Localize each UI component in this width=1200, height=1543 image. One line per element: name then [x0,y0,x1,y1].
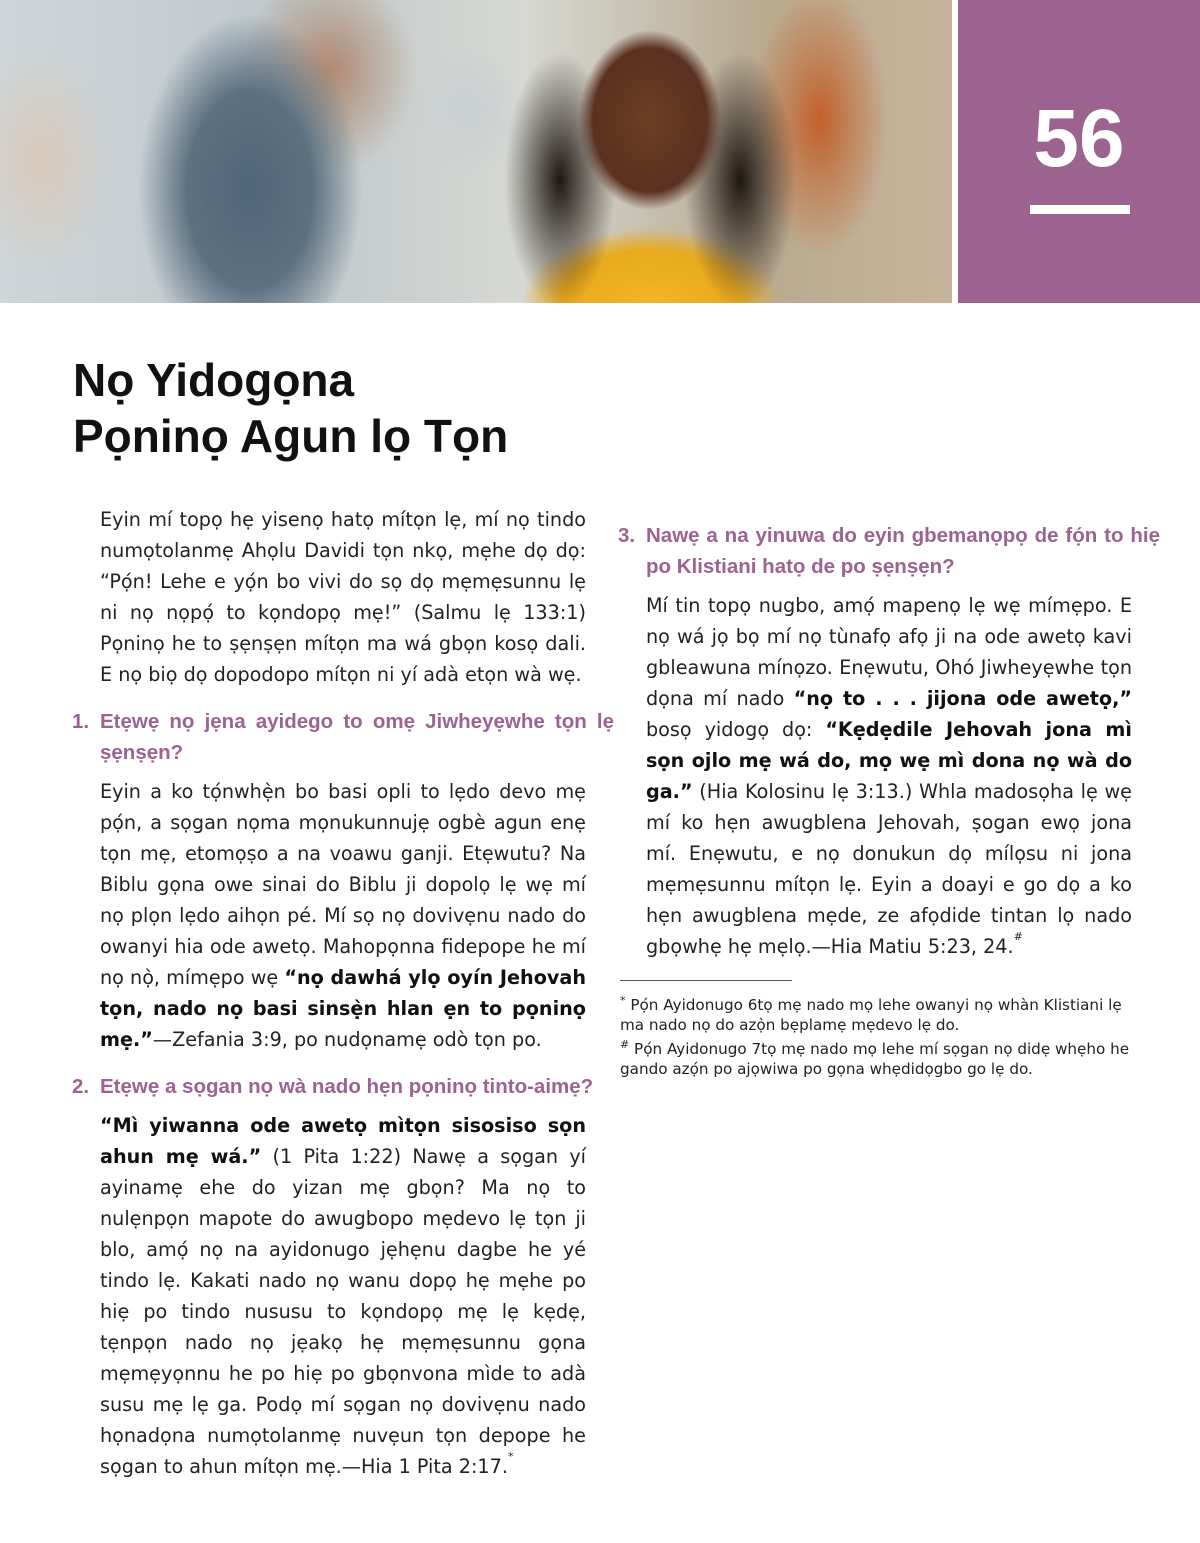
lesson-number-underline [1030,205,1130,214]
footnote-ref-star[interactable]: * [507,1450,514,1463]
question-1 [72,706,614,768]
footnote-hash-text: Pọ́n Ayidonugo 7tọ mẹ nado mọ lehe mí sọgan nọ didẹ whẹho he gando azọ́n po ajọwiwa po gọna whẹdidọgbo go lẹ do. [620,1040,1130,1078]
answer-2-text: (1 Pita 1:22) Nawẹ a sọgan yí ayinamẹ ehe do yizan mẹ gbọn? Ma nọ to nulẹnpọn mapote do awugbopo mẹdevo lẹ tọn ji blo, amọ́ nọ na ayidonugo jẹhẹnu dagbe he yé tindo lẹ. Kakati nado nọ wanu dopọ hẹ mẹhe po hiẹ po tindo nususu to kọndopọ mẹ lẹ kẹdẹ, tẹnpọn nado nọ jẹakọ hẹ mẹmẹsunnu gọna mẹmẹyọnnu he po hiẹ po gbọnvona mìde to adà susu mẹ lẹ ga. Podọ mí sọgan nọ dovivẹnu nado họnadọna numọtolanmẹ nuvẹun tọn depope he sọgan to ahun mítọn mẹ.—Hia 1 Pita 2:17. [100,1145,587,1478]
answer-1-paragraph [100,776,586,1055]
question-3-number: 3. [618,524,636,547]
question-1-text: Etẹwẹ nọ jẹna ayidego to omẹ Jiwheyẹwhe tọn lẹ ṣẹnṣẹn? [100,710,614,764]
footnotes [620,995,1140,1079]
answer-2-paragraph [100,1110,586,1482]
answer-3-text-b: bosọ yidogọ dọ: [646,718,826,741]
answer-3-paragraph [646,590,1132,962]
footnote-ref-hash[interactable]: # [1013,930,1023,943]
intro-paragraph: Eyin mí topọ hẹ yisenọ hatọ mítọn lẹ, mí nọ tindo numọtolanmẹ Ahọlu Davidi tọn nkọ, mẹhe dọ dọ: “Pọ́n! Lehe e yọ́n bo vivi do sọ dọ mẹmẹsunnu lẹ ni nọ nọpọ́ to kọndopọ mẹ!” (Salmu lẹ 133:1) Pọninọ he to ṣẹnṣẹn mítọn ma wá gbọn kosọ dali. E nọ biọ dọ dopodopo mítọn ni yí adà etọn wà wẹ. [100,508,586,686]
lesson-number-tag [958,0,1200,303]
answer-3-quote-b: “Kẹdẹdile Jehovah jona mì sọn ojlo mẹ wá do, mọ wẹ mì dona nọ wà do ga.” [646,718,1132,803]
page-title [73,352,508,464]
footnote-star-text: Pọ́n Ayidonugo 6tọ mẹ nado mọ lehe owanyi nọ whàn Klistiani lẹ ma nado nọ do azọ̀n bẹplamẹ mẹdevo lẹ do. [620,996,1122,1034]
left-column [72,504,614,1482]
footnote-star [620,995,1140,1035]
answer-3-text-a: Mí tin topọ nugbo, amọ́ mapenọ lẹ wẹ mímẹpo. E nọ wá jọ bọ mí nọ tùnafọ afọ ji na ode awetọ kavi gbleawuna mínọzo. Enẹwutu, Ohó Jiwheyẹwhe tọn dọna mí nado [646,594,1132,710]
question-1-number: 1. [72,710,90,733]
footnote-divider [620,980,792,981]
answer-3-text-c: (Hia Kolosinu lẹ 3:13.) Whla madosọha lẹ wẹ mí ko hẹn awugblena Jehovah, ṣogan ewọ jona mí. Enẹwutu, e nọ donukun dọ mílọsu ni jona mẹmẹsunnu mítọn lẹ. Eyin a doayi e go dọ a ko hẹn awugblena mẹde, ze afọdide tintan lọ nado gbọwhẹ hẹ mẹlọ.—Hia Matiu 5:23, 24. [646,780,1132,958]
answer-1-text-b: —Zefania 3:9, po nudọnamẹ odò tọn po. [152,1028,542,1051]
question-2-number: 2. [72,1075,90,1098]
answer-2-quote: “Mì yiwanna ode awetọ mìtọn sisosiso sọn ahun mẹ wá.” [100,1114,586,1168]
footnote-hash [620,1039,1140,1079]
answer-1-text-a: Eyin a ko tọ́nwhẹ̀n bo basi opli to lẹdo devo mẹ pọ́n, a sọgan nọma mọnukunnujẹ ogbè agun enẹ tọn mẹ, etomọṣo a na voawu ganji. Etẹwutu? Na Biblu gọna owe sinai do Biblu ji dopolọ lẹ wẹ mí nọ plọn lẹdo aihọn pé. Mí sọ nọ dovivẹnu nado do owanyi hia ode awetọ. Mahopọnna fidepope he mí nọ nọ̀, mímẹpo wẹ [100,780,586,989]
right-column [618,504,1160,1083]
footnote-hash-mark: # [620,1038,630,1051]
footnote-star-mark: * [620,994,626,1007]
hero-photo [0,0,952,303]
page-title-line1: Nọ Yidogọna [73,354,355,406]
question-3 [618,520,1160,582]
question-3-text: Nawẹ a na yinuwa do eyin gbemanọpọ de fọ́n to hiẹ po Klistiani hatọ de po ṣẹnṣẹn? [646,524,1160,578]
question-2 [72,1071,614,1102]
answer-3-quote-a: “nọ to . . . jijona ode awetọ,” [793,687,1133,710]
answer-1-quote: “nọ dawhá ylọ oyín Jehovah tọn, nado nọ basi sinsẹ̀n hlan ẹn to pọninọ mẹ.” [100,966,586,1051]
question-2-text: Etẹwẹ a sọgan nọ wà nado hẹn pọninọ tinto-aimẹ? [100,1075,594,1098]
lesson-number: 56 [1033,93,1125,184]
page-title-line2: Pọninọ Agun lọ Tọn [73,410,509,462]
